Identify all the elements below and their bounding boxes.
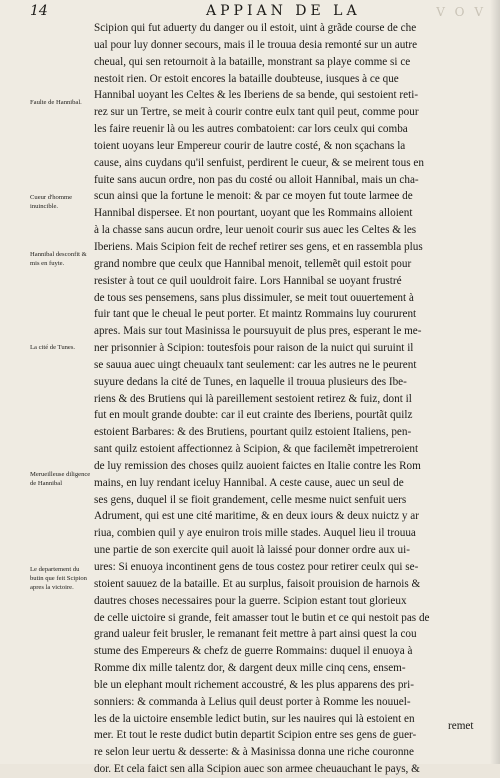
text-line: fut en moult grande doubte: car il eut crainte des Iberiens, pourtãt quilz: [94, 409, 413, 422]
margin-note: Merueilleuse diligence de Hannibal: [30, 471, 91, 487]
text-line: les de la uictoire ensemble ledict butin, sur les nauires qui là estoient en: [94, 712, 415, 725]
text-line: mains, en luy rendant iceluy Hannibal. A ceste cause, auec un seul de: [94, 476, 404, 489]
text-line: de celle uictoire si grande, feit amasser tout le butin et ce qui nestoit pas de: [94, 611, 430, 624]
text-line: les faire reuenir là ou les autres combatoient: car lors ceulx qui comba: [94, 123, 408, 136]
text-line: de luy remission des choses quilz auoient faictes en Italie contre les Rom: [94, 459, 421, 472]
margin-note: Faulte de Hannibal.: [30, 99, 82, 106]
text-line: suyure dedans la cité de Tunes, en laquelle il trouua plusieurs des Ibe-: [94, 375, 407, 388]
page-header: [0, 2, 500, 22]
running-title: APPIAN DE LA: [206, 3, 361, 19]
text-line: riua, combien quil y aye enuiron trois mille stades. Auquel lieu il trouua: [94, 527, 416, 540]
text-line: apres. Mais sur tout Masinissa le poursuyuit de plus pres, esperant le me-: [94, 325, 422, 338]
text-line: toient uoyans leur Empereur courir de lautre costé, & non sçachans la: [94, 139, 406, 152]
text-line: nestoit rien. Or estoit encores la bataille doubteuse, iusques à ce que: [94, 72, 399, 85]
margin-note: Cueur d'homme inuincible.: [30, 194, 73, 210]
text-line: cheual, qui sen retournoit à la bataille, monstrant sa playe comme si ce: [94, 55, 411, 68]
text-line: ner prisonnier à Scipion: toutesfois pour raison de la nuict qui suruint il: [94, 342, 414, 355]
text-line: cause, ains cuydans qu'il senfuist, perdirent le cueur, & se meirent tous en: [94, 156, 424, 169]
catchword: remet: [448, 720, 474, 732]
text-line: sonniers: & commanda à Lelius quil deust porter à Romme les nouuel-: [94, 695, 411, 708]
show-through-text: V O V: [436, 5, 486, 19]
text-line: ble un elephant moult richement accoustré, & les plus apparens des pri-: [94, 678, 414, 691]
text-line: mer. Et tout le reste dudict butin departit Scipion entre ses gens de guer-: [94, 729, 417, 742]
text-line: ses gens, duquel il se fioit grandement, celle mesme nuict senfuit uers: [94, 493, 407, 506]
text-line: estoient Barbares: & des Brutiens, pourtant quilz estoient Italiens, pen-: [94, 426, 412, 439]
text-line: Iberiens. Mais Scipion feit de rechef retirer ses gens, et en rassembla plus: [94, 240, 423, 253]
margin-note: La cité de Tunes.: [30, 344, 76, 351]
text-line: dautres choses necessaires pour la guerre. Scipion estant tout glorieux: [94, 594, 407, 607]
text-line: une partie de son exercite quil auoit là laissé pour donner ordre aux ui-: [94, 544, 410, 557]
text-line: grand ualeur feit brusler, le remanant feit mettre à part ainsi quest la cou: [94, 628, 417, 641]
text-line: Romme dix mille talentz dor, & dargent deux mille cinq cens, ensem-: [94, 662, 406, 675]
text-line: re selon leur uertu & desserte: & à Masinissa donna une riche couronne: [94, 746, 414, 759]
margin-note: Hannibal desconfit & mis en fuyte.: [30, 251, 87, 267]
text-line: ures: Si enuoya incontinent gens de tous costez pour retirer ceulx qui se-: [94, 561, 419, 573]
text-line: Scipion qui fut aduerty du danger ou il estoit, uint à grãde course de che: [94, 22, 417, 34]
text-line: se sauua auec uingt cheuaulx tant seulement: car les autres ne le peurent: [94, 358, 417, 371]
text-line: rez sur un Tertre, se meit à courir contre eulx tant quil peut, comme pour: [94, 106, 419, 119]
text-line: fuite sans aucun ordre, non pas du costé ou alloit Hannibal, mais un cha-: [94, 173, 419, 186]
page-number: 14: [30, 3, 48, 19]
text-line: stoient sauuez de la bataille. Et au surplus, faisoit prouision de harnois &: [94, 577, 421, 590]
margin-note: Le departement du butin que feit Scipion apres la victoire.: [30, 566, 87, 591]
text-line: à la chasse sans aucun ordre, leur uenoit courir sus auec les Celtes & les: [94, 224, 417, 237]
text-line: riens & des Brutiens qui là pareillement sestoient retirez & fuiz, dont il: [94, 392, 412, 405]
text-line: dor. Et cela faict sen alla Scipion auec son armee cheuauchant le pays, &: [94, 763, 420, 776]
text-line: Hannibal uoyant les Celtes & les Iberiens de sa bende, qui sestoient reti-: [94, 89, 419, 102]
text-line: Hannibal dispersee. Et non pourtant, uoyant que les Rommains alloient: [94, 207, 413, 220]
body-text-block: [94, 20, 478, 778]
text-line: ual pour luy donner secours, mais il le trouua desia remonté sur un autre: [94, 38, 418, 51]
text-line: stume des Empereurs & chefz de guerre Rommains: duquel il enuoya à: [94, 645, 413, 658]
text-line: grand nombre que ceulx que Hannibal menoit, tellemẽt quil estoit pour: [94, 257, 412, 270]
text-line: fuir tant que le cheual le peut porter. Et maintz Rommains luy coururent: [94, 308, 417, 321]
text-line: Adrument, qui est une cité maritime, & en deux iours & deux nuictz y ar: [94, 510, 419, 523]
text-line: resister à tout ce quil uouldroit faire. Lors Hannibal se uoyant frustré: [94, 274, 402, 287]
text-line: scun ainsi que la fortune le menoit: & par ce moyen fut toute larmee de: [94, 190, 413, 203]
text-line: de tous ses pensemens, sans plus dissimuler, se meit tout ouuertement à: [94, 291, 414, 304]
page-edge-shadow: [490, 0, 500, 764]
text-line: sant quilz estoient affectionnez à Scipion, & que facilemẽt impetreroient: [94, 443, 419, 456]
